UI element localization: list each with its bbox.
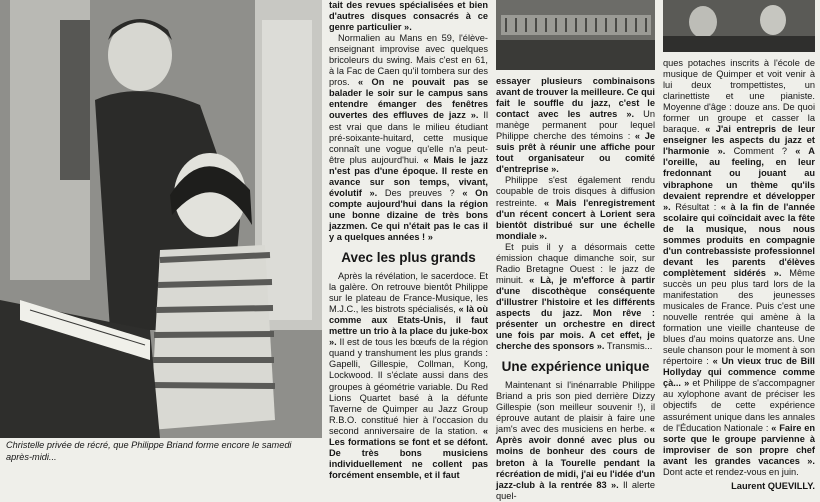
- inset-photo-1: [496, 0, 655, 70]
- article-column-2: [496, 76, 655, 502]
- paragraph: tait des revues spécialisées et bien d'autres disques consacrés à ce genre particulier ».: [329, 0, 488, 33]
- paragraph: ques potaches inscrits à l'école de musique de Quimper et voit venir à lui deux trompettistes, un clarinettiste et une pianiste. Moyenne d'âge : douze ans. De quoi former un groupe et casser la baraque. « J'ai entrepris de leur enseigner les aspects du jazz et l'harmonie ». Comment ? « A l'oreille, au feeling, en leur fredonnant ou jouant au vibraphone un thème qu'ils devaient reprendre et développer ». Résultat : « à la fin de l'année scolaire qui coïncidait avec la fête de la musique, nous nous sommes produits en compagnie d'un contrebassiste professionnel devant les parents d'élèves complètement sidérés ». Même succès un peu plus tard lors de la manifestation des jeunesses musicales de France. Puis c'est une nouvelle rentrée qui amène à la formation une vieille chanteuse de blues d'au moins quatorze ans. Une seule chanson pour le moment à son répertoire : « Un vieux truc de Bill Hollyday qui commence comme çà... » et Philippe de s'accompagner au xylophone avant de préciser les objectifs de cette expérience assurément unique dans les annales de l'Éducation Nationale : « Faire en sorte que le groupe parvienne à improviser de son propre chef avant les grandes vacances ». Dont acte et rendez-vous en juin.: [663, 58, 816, 477]
- article-photo: [0, 0, 322, 438]
- article-column-3: [663, 58, 815, 492]
- inset-photo-2: [663, 0, 815, 52]
- section-heading: Avec les plus grands: [341, 250, 476, 266]
- paragraph: essayer plusieurs combinaisons avant de trouver la meilleure. Ce qui fait le souffle du jazz, c'est le contact avec les autres ». Un manège permanent pour lequel Philippe cherche des témoins : « Je suis prêt à réunir une affiche pour tout organisateur ou comité d'entreprise ».: [496, 76, 655, 175]
- section-heading: Une expérience unique: [501, 359, 650, 375]
- article-column-1: [329, 0, 488, 481]
- photo-caption: Christelle privée de récré, que Philippe Briand forme encore le samedi après-midi...: [6, 440, 292, 462]
- paragraph: Maintenant si l'inénarrable Philippe Briand a pris son pied derrière Dizzy Gillespie (son meilleur souvenir !), il éprouve autant de plaisir à faire une jam's avec des musiciens en herbe. « Après avoir donné avec plus ou moins de bonheur des cours de breton à la Tourelle pendant la récréation de midi, j'ai eu l'idée d'un jazz-club à la rentrée 83 ». Il alerte quel-: [496, 380, 656, 501]
- paragraph: Après la révélation, le sacerdoce. Et la galère. On retrouve bientôt Philippe sur le plateau de France-Musique, les M.J.C., les bistrots spécialisés, « là où comme aux Etats-Unis, il faut mettre un trio à la place du juke-box ». Il est de tous les bœufs de la région quand y transhument les plus grands : Gapelli, Gillespie, Collman, Kong, Lockwood. Il s'éclate aussi dans des groupes à géométrie variable. Du Red Lions Quartet basé à la défunte Taverne de Quimper au Jazz Group R.B.O. constitué hier à l'occasion du second anniversaire de la station. « Les formations se font et se défont. De très bons musiciens individuellement ne collent pas forcément ensemble, et il faut: [329, 271, 488, 480]
- paragraph: Philippe s'est également rendu coupable de trois disques à diffusion restreinte. « Mais l'enregistrement d'un récent concert à Lorient sera bientôt distribué sur une échelle mondiale ».: [496, 175, 655, 241]
- paragraph: Normalien au Mans en 59, l'élève-enseignant improvise avec quelques bricoleurs du swing. Mais c'est en 61, à la Fac de Caen qu'il tombera sur des pros. « On ne pouvait pas se balader le soir sur le campus sans entendre émanger des fenêtres ouvertes des effluves de jazz ». Il est vrai que dans le milieu étudiant pré-soixante-huitard, cette musique connaît une vogue qu'elle n'a peut-être plus aujourd'hui. « Mais le jazz n'est pas d'une époque. Il reste en avance sur son temps, vivant, évolutif ». Des preuves ? « On compte aujourd'hui dans la région une bonne dizaine de très bons jazzmen. Ce qui n'était pas le cas il y a quelques années ! »: [329, 33, 488, 242]
- paragraph: Et puis il y a désormais cette émission chaque dimanche soir, sur Radio Bretagne Ouest : le jazz de minuit. « Là, je m'efforce à partir d'une discothèque conséquente d'illustrer l'histoire et les différents aspects du jazz. Mon rêve : présenter un orchestre en direct une fois par mois. A cet effet, je cherche des sponsors ». Transmis...: [496, 241, 655, 352]
- author-byline: Laurent QUEVILLY.: [731, 480, 815, 491]
